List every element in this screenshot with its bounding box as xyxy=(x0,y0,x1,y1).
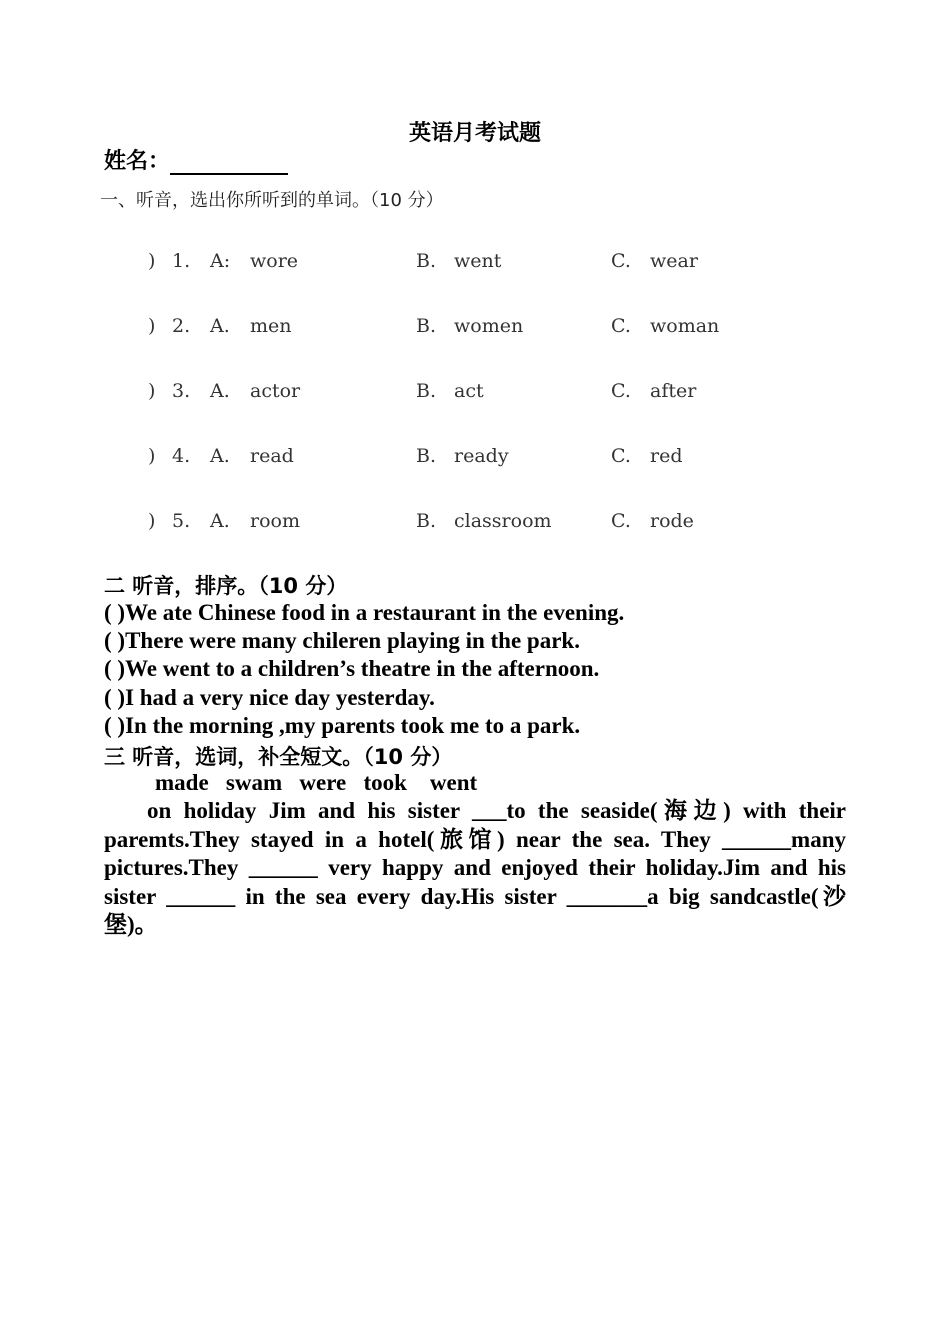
option-b-label: B. xyxy=(416,380,437,402)
option-b: act xyxy=(454,380,484,402)
paren: ) xyxy=(148,380,156,402)
option-a-label: A. xyxy=(210,445,230,467)
option-b: classroom xyxy=(454,510,552,532)
option-a-label: A. xyxy=(210,380,230,402)
section1-heading: 一、听音，选出你所听到的单词。（10 分） xyxy=(100,190,444,211)
option-c: after xyxy=(650,380,697,402)
option-b-label: B. xyxy=(416,250,437,272)
ordering-item: ( )We ate Chinese food in a restaurant in the evening. xyxy=(104,600,625,625)
word-bank: made swam were took went xyxy=(155,770,478,795)
option-c: red xyxy=(650,445,683,467)
option-c-label: C. xyxy=(611,445,631,467)
option-a: men xyxy=(250,315,292,337)
option-c: rode xyxy=(650,510,694,532)
name-blank xyxy=(170,151,288,175)
ordering-item: ( )There were many chileren playing in the park. xyxy=(104,628,580,653)
option-a: actor xyxy=(250,380,301,402)
option-a: read xyxy=(250,445,294,467)
option-a: room xyxy=(250,510,300,532)
question-number: 4. xyxy=(172,445,191,467)
ordering-item: ( )In the morning ,my parents took me to a park. xyxy=(104,713,581,738)
name-label: 姓名： xyxy=(104,149,171,174)
option-b: went xyxy=(454,250,502,272)
section3-heading: 三 听音，选词，补全短文。（10 分） xyxy=(104,745,453,769)
option-b-label: B. xyxy=(416,315,437,337)
option-c-label: C. xyxy=(611,250,631,272)
option-c-label: C. xyxy=(611,510,631,532)
option-c-label: C. xyxy=(611,380,631,402)
paren: ) xyxy=(148,250,156,272)
option-c: wear xyxy=(650,250,698,272)
paren: ) xyxy=(148,510,156,532)
paren: ) xyxy=(148,315,156,337)
cloze-paragraph: on holiday Jim and his sister ___to the seaside(海边) with their paremts.They stayed in a hotel(旅馆) near the sea. They ______many pictures.They ______ very happy and enjoyed their holiday.Jim and his sister ______ in the sea every day.His sister _______a big sandcastle(沙堡)。 xyxy=(104,798,846,937)
ordering-item: ( )We went to a children’s theatre in the afternoon. xyxy=(104,656,600,681)
option-b-label: B. xyxy=(416,510,437,532)
option-c-label: C. xyxy=(611,315,631,337)
question-number: 1. xyxy=(172,250,191,272)
ordering-item: ( )I had a very nice day yesterday. xyxy=(104,685,435,710)
option-c: woman xyxy=(650,315,720,337)
question-number: 5. xyxy=(172,510,191,532)
option-b: ready xyxy=(454,445,509,467)
question-number: 3. xyxy=(172,380,191,402)
option-b: women xyxy=(454,315,524,337)
page-title: 英语月考试题 xyxy=(408,121,541,146)
option-a-label: A. xyxy=(210,510,230,532)
name-field xyxy=(104,144,288,175)
paren: ) xyxy=(148,445,156,467)
section2-heading: 二 听音，排序。（10 分） xyxy=(104,574,348,598)
option-b-label: B. xyxy=(416,445,437,467)
question-number: 2. xyxy=(172,315,191,337)
option-a-label: A. xyxy=(210,315,230,337)
option-a: wore xyxy=(250,250,299,272)
option-a-label: A: xyxy=(210,250,231,272)
